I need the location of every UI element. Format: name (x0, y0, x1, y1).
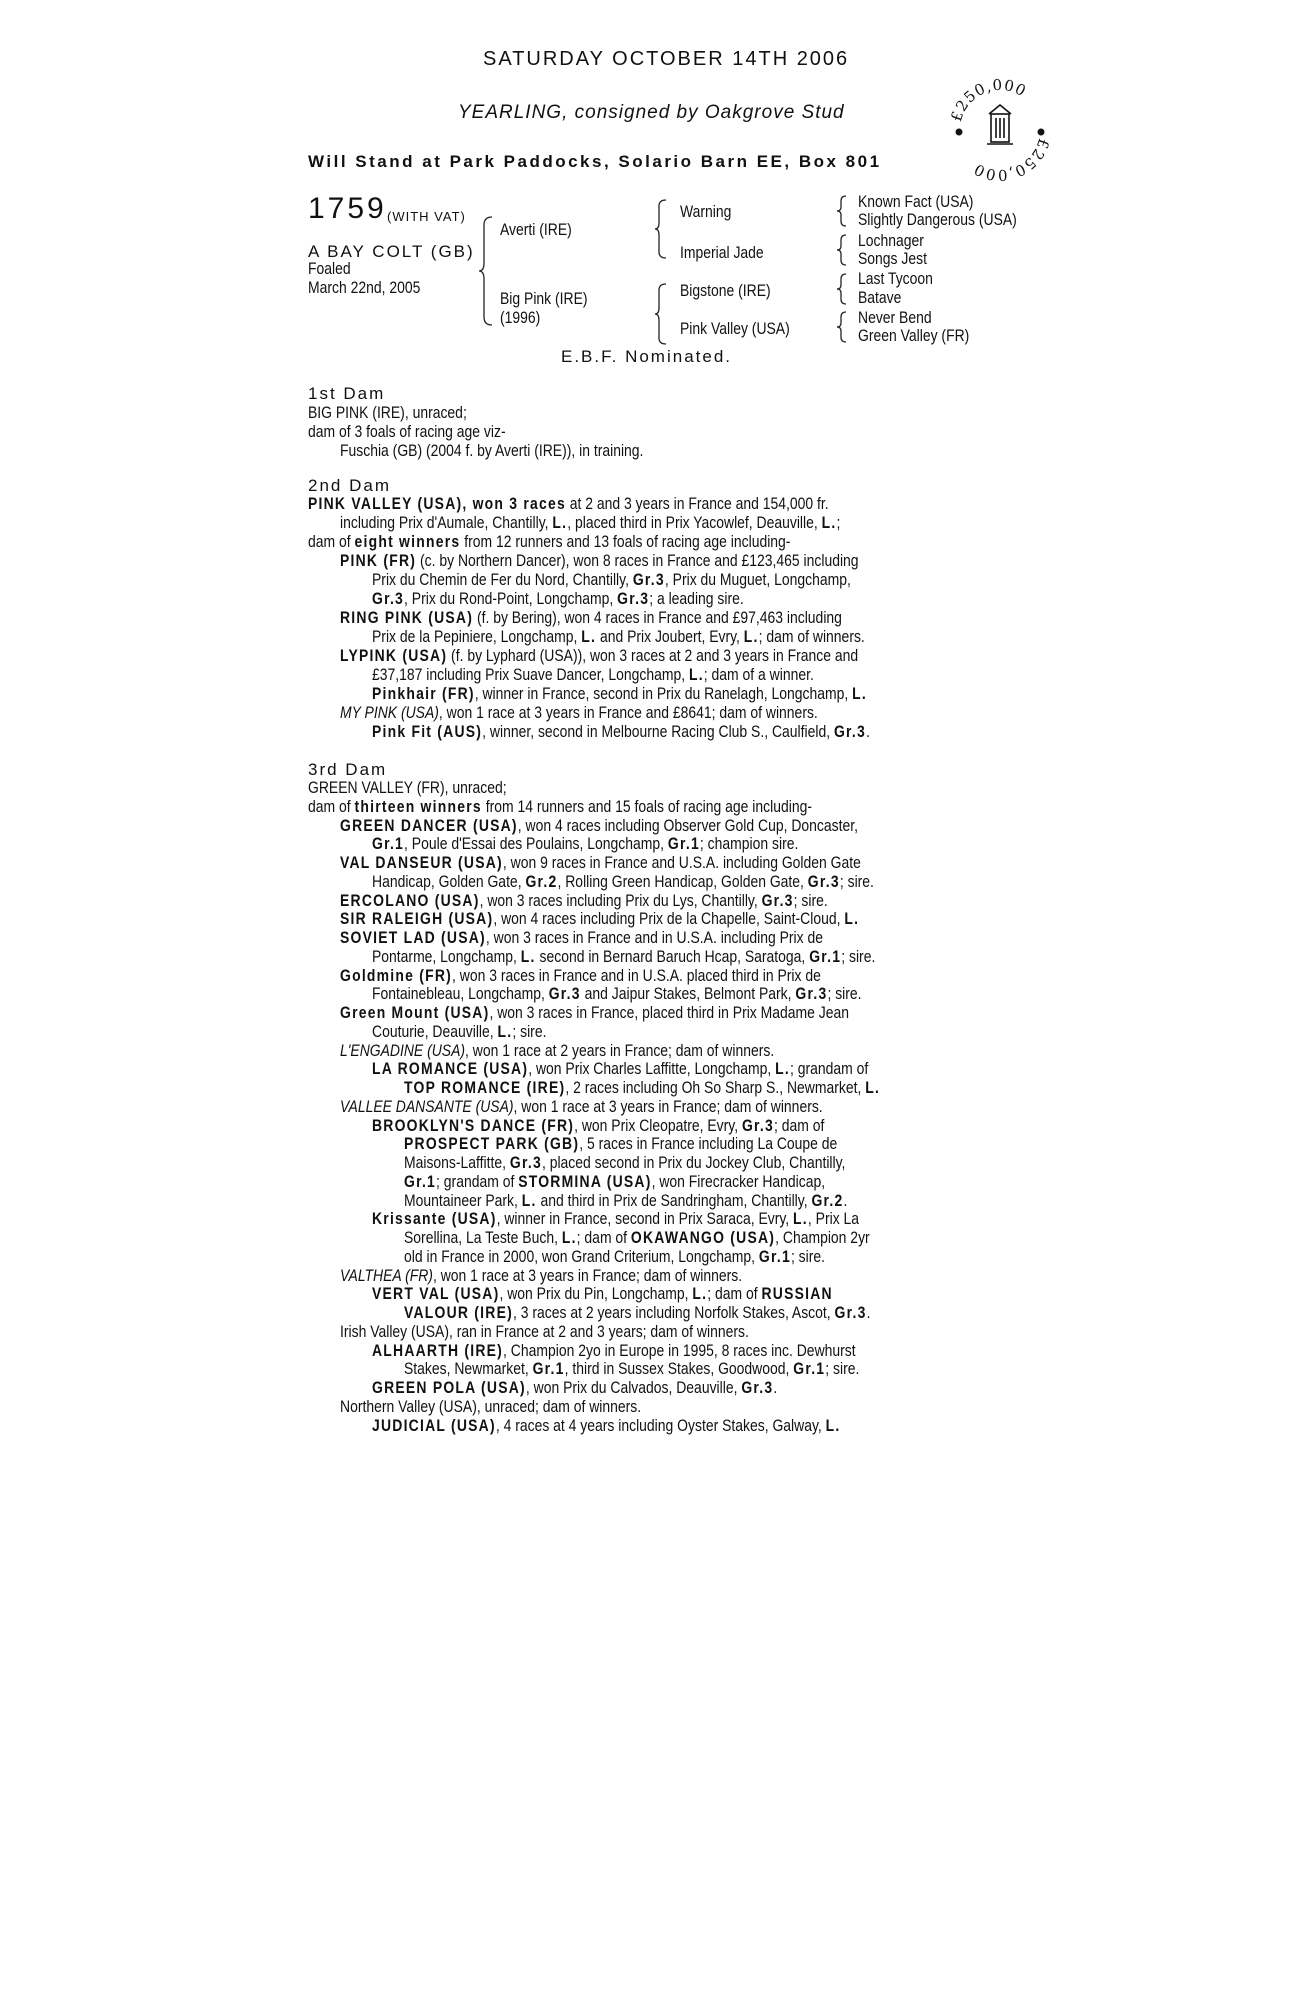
family-line (372, 1378, 777, 1397)
second-dam-heading: 2nd Dam (308, 476, 391, 495)
svg-text:£250,000 (947, 76, 1029, 124)
text-run: . (843, 1190, 848, 1210)
bold-text: Gr.3 (741, 1115, 775, 1135)
family-line (372, 570, 851, 589)
dam-year: (1996) (500, 308, 541, 327)
family-line (404, 1303, 870, 1322)
family-line (372, 665, 814, 684)
family-line (340, 1397, 641, 1416)
text-run: , Prix du Muguet, Longchamp, (664, 570, 851, 589)
bold-text: L. (793, 1209, 808, 1229)
family-line (308, 778, 507, 797)
text-run: , won Prix du Pin, Longchamp, (499, 1284, 693, 1304)
bold-text: OKAWANGO (USA) (630, 1228, 776, 1247)
text-run: , 5 races in France including La Coupe de (579, 1134, 838, 1154)
family-line (340, 1322, 749, 1341)
italic-text: L'ENGADINE (USA) (340, 1040, 466, 1060)
text-run: ; dam of (576, 1228, 631, 1247)
great-grandparent: Slightly Dangerous (USA) (858, 210, 1017, 229)
bold-text: Gr.1 (667, 834, 700, 854)
bold-text: ERCOLANO (USA) (340, 890, 480, 910)
family-line (404, 1247, 825, 1266)
italic-text: VALTHEA (FR) (340, 1265, 433, 1285)
text-run: old in France in 2000, won Grand Criterium, Longchamp, (404, 1246, 759, 1266)
text-run: (c. by Northern Dancer), won 8 races in France and £123,465 including (416, 551, 859, 570)
text-run: and Prix Joubert, Evry, (596, 627, 744, 646)
text-run: , 4 races at 4 years including Oyster Stakes, Galway, (495, 1415, 826, 1435)
bold-text: Gr.3 (632, 570, 665, 589)
bold-text: GREEN POLA (USA) (372, 1378, 526, 1397)
family-line (372, 1209, 859, 1228)
text-run: , won Prix du Calvados, Deauville, (525, 1378, 742, 1397)
text-run: . (773, 1378, 778, 1397)
bold-text: PROSPECT PARK (GB) (404, 1134, 580, 1154)
text-run: £37,187 including Prix Suave Dancer, Longchamp, (372, 665, 689, 684)
text-run: from 14 runners and 15 foals of racing age including- (481, 796, 812, 816)
text-run: , won 1 race at 3 years in France; dam of winners. (513, 1096, 823, 1116)
bold-text: VAL DANSEUR (USA) (340, 853, 503, 872)
text-run: , won 3 races in France, placed third in Prix Madame Jean (489, 1003, 849, 1022)
bold-text: Pinkhair (FR) (372, 684, 475, 703)
family-line (340, 441, 643, 460)
text-run: ; dam of (774, 1115, 825, 1135)
text-run: Sorellina, La Teste Buch, (404, 1228, 562, 1247)
bold-text: L. (865, 1078, 881, 1097)
bold-text: Gr.3 (372, 589, 405, 608)
family-line (372, 1022, 546, 1041)
text-run: , placed second in Prix du Jockey Club, Chantilly, (541, 1153, 846, 1172)
seal-bottom-text: £250,000 (970, 136, 1053, 182)
bold-text: LA ROMANCE (USA) (372, 1059, 529, 1079)
bold-text: L. (825, 1415, 841, 1435)
family-line (404, 1134, 837, 1153)
family-line (308, 403, 467, 422)
pedigree-brace-5 (836, 233, 848, 267)
family-line (308, 797, 812, 816)
bold-text: Pink Fit (AUS) (372, 722, 483, 741)
text-run: ; a leading sire. (649, 589, 744, 608)
text-run: dam of (308, 796, 355, 816)
pedigree-brace-1 (478, 215, 494, 327)
foaled-label: Foaled (308, 259, 351, 278)
family-line (340, 1041, 774, 1060)
text-run: , won Prix Cleopatre, Evry, (574, 1115, 742, 1135)
text-run: ; sire. (793, 890, 828, 910)
family-line (340, 608, 842, 627)
bold-text: L. (743, 627, 759, 646)
family-line (404, 1172, 825, 1191)
family-line (404, 1153, 845, 1172)
family-line (340, 909, 859, 928)
text-run: , won 1 race at 3 years in France; dam of winners. (432, 1265, 743, 1285)
family-line (372, 984, 862, 1003)
text-run: BIG PINK (IRE), unraced; (308, 403, 467, 422)
great-grandparent: Last Tycoon (858, 269, 933, 288)
text-run: ; sire. (790, 1246, 826, 1266)
family-line (340, 1097, 823, 1116)
text-run: Pontarme, Longchamp, (372, 946, 521, 966)
family-line (308, 494, 829, 513)
text-run: , won Firecracker Handicap, (651, 1171, 826, 1191)
bold-text: Gr.3 (741, 1378, 774, 1397)
bold-text: Goldmine (FR) (340, 965, 453, 985)
text-run: second in Bernard Baruch Hcap, Saratoga, (535, 946, 810, 966)
family-line (340, 816, 858, 835)
text-run: ; sire. (839, 871, 874, 891)
bold-text: JUDICIAL (USA) (372, 1415, 496, 1435)
italic-text: VALLEE DANSANTE (USA) (340, 1096, 514, 1116)
family-line (340, 513, 840, 532)
bold-text: L. (552, 513, 568, 532)
text-run: ; sire. (827, 984, 862, 1004)
stand-location: Will Stand at Park Paddocks, Solario Barn EE, Box 801 (308, 152, 882, 171)
bold-text: Gr.1 (758, 1246, 791, 1266)
text-run: Maisons-Laffitte, (404, 1153, 510, 1172)
pedigree-brace-6 (836, 272, 848, 306)
bold-text: PINK VALLEY (USA), won 3 races (308, 494, 566, 513)
bold-text: L. (688, 665, 704, 684)
text-run: and third in Prix de Sandringham, Chantilly, (536, 1190, 812, 1210)
first-dam-heading: 1st Dam (308, 384, 386, 403)
family-line (372, 1284, 833, 1303)
text-run: , won Prix Charles Laffitte, Longchamp, (528, 1059, 776, 1079)
bold-text: L. (844, 909, 860, 929)
family-line (372, 947, 875, 966)
text-run: , Prix du Rond-Point, Longchamp, (404, 589, 618, 608)
bold-text: L. (581, 627, 597, 646)
text-run: , won 3 races in France and in U.S.A. including Prix de (485, 928, 823, 947)
bold-text: L. (521, 1190, 537, 1210)
text-run: , won 1 race at 3 years in France and £8641; dam of winners. (438, 703, 818, 722)
text-run: Fontainebleau, Longchamp, (372, 984, 549, 1004)
family-line (404, 1191, 847, 1210)
text-run: , Champion 2yo in Europe in 1995, 8 races inc. Dewhurst (503, 1340, 856, 1360)
text-run: dam of (308, 532, 355, 551)
nomination-note: E.B.F. Nominated. (561, 347, 733, 366)
family-line (340, 703, 818, 722)
bold-text: thirteen winners (354, 796, 482, 816)
family-line (372, 684, 867, 703)
granddam-paternal: Imperial Jade (680, 243, 764, 262)
great-grandparent: Green Valley (FR) (858, 326, 970, 345)
bold-text: Krissante (USA) (372, 1209, 497, 1229)
text-run: ; sire. (841, 946, 876, 966)
text-run: GREEN VALLEY (FR), unraced; (308, 778, 507, 797)
text-run: , won 3 races in France and in U.S.A. placed third in Prix de (452, 965, 821, 985)
foaled-date: March 22nd, 2005 (308, 278, 421, 297)
consignor-line: YEARLING, consigned by Oakgrove Stud (458, 102, 845, 123)
text-run: at 2 and 3 years in France and 154,000 fr. (565, 494, 829, 513)
text-run: , won 4 races including Observer Gold Cup, Doncaster, (517, 815, 858, 835)
text-run: . (866, 722, 870, 741)
text-run: and Jaipur Stakes, Belmont Park, (580, 984, 796, 1004)
bold-text: SIR RALEIGH (USA) (340, 909, 494, 929)
text-run: , Poule d'Essai des Poulains, Longchamp, (404, 834, 668, 854)
pedigree-brace-7 (836, 310, 848, 344)
text-run: ; (836, 513, 841, 532)
text-run: , third in Sussex Stakes, Goodwood, (564, 1359, 794, 1379)
bold-text: VALOUR (IRE) (404, 1303, 513, 1322)
family-line (372, 589, 744, 608)
text-run: Prix du Chemin de Fer du Nord, Chantilly, (372, 570, 633, 589)
text-run: , winner in France, second in Prix du Ranelagh, Longchamp, (474, 684, 853, 703)
pedigree-brace-4 (836, 194, 848, 228)
great-grandparent: Never Bend (858, 308, 932, 327)
text-run: Fuschia (GB) (2004 f. by Averti (IRE)), in training. (340, 441, 644, 460)
bold-text: Gr.2 (525, 871, 558, 891)
text-run: Prix de la Pepiniere, Longchamp, (372, 627, 582, 646)
bold-text: L. (497, 1021, 513, 1041)
text-run: , 2 races including Oh So Sharp S., Newmarket, (565, 1078, 866, 1097)
bold-text: Gr.3 (833, 722, 867, 741)
text-run: ; grandam of (436, 1171, 519, 1191)
bold-text: LYPINK (USA) (340, 646, 448, 665)
text-run: ; dam of winners. (758, 627, 865, 646)
sire-name: Averti (IRE) (500, 220, 572, 239)
text-run: (f. by Bering), won 4 races in France and £97,463 including (473, 608, 842, 627)
text-run: , won 1 race at 2 years in France; dam of winners. (465, 1040, 775, 1060)
bold-text: BROOKLYN'S DANCE (FR) (372, 1115, 575, 1135)
text-run: , won 9 races in France and U.S.A. including Golden Gate (502, 853, 861, 872)
bold-text: Gr.3 (761, 890, 794, 910)
bold-text: Gr.1 (793, 1359, 826, 1379)
text-run: (f. by Lyphard (USA)), won 3 races at 2 and 3 years in France and (447, 646, 859, 665)
price-seal-icon (945, 72, 1055, 182)
text-run: Handicap, Golden Gate, (372, 871, 526, 891)
bold-text: SOVIET LAD (USA) (340, 928, 486, 947)
text-run: ; dam of (707, 1284, 762, 1304)
text-run: from 12 runners and 13 foals of racing age including- (460, 532, 791, 551)
family-line (340, 551, 859, 570)
bold-text: PINK (FR) (340, 551, 417, 570)
pedigree-brace-2 (654, 198, 668, 260)
bold-text: Gr.1 (532, 1359, 565, 1379)
bold-text: Gr.2 (811, 1190, 844, 1210)
text-run: , winner, second in Melbourne Racing Club S., Caulfield, (482, 722, 834, 741)
text-run: Irish Valley (USA), ran in France at 2 and 3 years; dam of winners. (340, 1321, 749, 1341)
family-line (372, 872, 874, 891)
text-run: . (866, 1303, 871, 1322)
lot-description: A BAY COLT (GB) (308, 242, 475, 261)
family-line (372, 722, 870, 741)
text-run: , Rolling Green Handicap, Golden Gate, (557, 871, 808, 891)
bold-text: L. (852, 684, 867, 703)
bold-text: RUSSIAN (761, 1284, 833, 1304)
grandsire-paternal: Warning (680, 202, 732, 221)
bold-text: Gr.1 (372, 834, 405, 854)
family-line (372, 1416, 841, 1435)
text-run: , 3 races at 2 years including Norfolk Stakes, Ascot, (512, 1303, 835, 1322)
text-run: dam of 3 foals of racing age viz- (308, 422, 506, 441)
bold-text: VERT VAL (USA) (372, 1284, 500, 1304)
family-line (340, 1003, 849, 1022)
bold-text: Gr.3 (548, 984, 581, 1004)
family-line (372, 627, 865, 646)
text-run: ; sire. (825, 1359, 860, 1379)
bold-text: GREEN DANCER (USA) (340, 815, 518, 835)
text-run: including Prix d'Aumale, Chantilly, (340, 513, 553, 532)
dam-name: Big Pink (IRE) (500, 289, 588, 308)
text-run: ; champion sire. (699, 834, 799, 854)
family-line (340, 853, 861, 872)
seal-top-text: £250,000 (947, 75, 1030, 124)
third-dam-heading: 3rd Dam (308, 760, 388, 779)
text-run: , Prix La (807, 1209, 860, 1229)
family-line (372, 1341, 856, 1360)
text-run: ; dam of a winner. (703, 665, 814, 684)
bold-text: TOP ROMANCE (IRE) (404, 1078, 566, 1097)
grandsire-maternal: Bigstone (IRE) (680, 281, 771, 300)
family-line (372, 1059, 868, 1078)
text-run: Mountaineer Park, (404, 1190, 522, 1210)
bold-text: Gr.1 (404, 1171, 437, 1191)
family-line (404, 1228, 870, 1247)
family-line (372, 834, 798, 853)
family-line (308, 422, 506, 441)
bold-text: eight winners (354, 532, 461, 551)
svg-text:£250,000 (970, 136, 1052, 182)
granddam-maternal: Pink Valley (USA) (680, 319, 790, 338)
bold-text: RING PINK (USA) (340, 608, 474, 627)
bold-text: Gr.3 (834, 1303, 867, 1322)
text-run: , won 3 races including Prix du Lys, Chantilly, (479, 890, 762, 910)
bold-text: Green Mount (USA) (340, 1003, 490, 1022)
family-line (340, 966, 821, 985)
family-line (308, 532, 790, 551)
vat-note: (WITH VAT) (387, 209, 466, 224)
bold-text: STORMINA (USA) (518, 1171, 652, 1191)
pedigree-brace-3 (654, 282, 668, 346)
text-run: , placed third in Prix Yacowlef, Deauville, (567, 513, 822, 532)
family-line (340, 1266, 742, 1285)
family-line (404, 1359, 859, 1378)
family-line (340, 928, 823, 947)
text-run: Stakes, Newmarket, (404, 1359, 533, 1379)
family-line (340, 891, 828, 910)
text-run: Northern Valley (USA), unraced; dam of winners. (340, 1396, 642, 1416)
bold-text: L. (821, 513, 837, 532)
great-grandparent: Songs Jest (858, 249, 927, 268)
bold-text: L. (692, 1284, 708, 1304)
bold-text: L. (775, 1059, 791, 1079)
bold-text: L. (520, 946, 536, 966)
family-line (340, 646, 858, 665)
bold-text: Gr.1 (809, 946, 842, 966)
lot-number: 1759 (308, 192, 387, 225)
text-run: Couturie, Deauville, (372, 1021, 498, 1041)
great-grandparent: Batave (858, 288, 902, 307)
bold-text: Gr.3 (509, 1153, 542, 1172)
great-grandparent: Known Fact (USA) (858, 192, 974, 211)
text-run: , Champion 2yr (775, 1228, 870, 1247)
great-grandparent: Lochnager (858, 231, 924, 250)
bold-text: Gr.3 (807, 871, 840, 891)
bold-text: Gr.3 (617, 589, 650, 608)
bold-text: Gr.3 (795, 984, 828, 1004)
text-run: ; sire. (512, 1021, 547, 1041)
family-line (404, 1078, 880, 1097)
text-run: , winner in France, second in Prix Saraca, Evry, (496, 1209, 794, 1229)
sale-date: SATURDAY OCTOBER 14TH 2006 (483, 48, 850, 70)
bold-text: L. (561, 1228, 577, 1247)
text-run: ; grandam of (790, 1059, 869, 1079)
italic-text: MY PINK (USA) (340, 703, 439, 722)
bold-text: ALHAARTH (IRE) (372, 1340, 504, 1360)
family-line (372, 1116, 824, 1135)
text-run: , won 4 races including Prix de la Chapelle, Saint-Cloud, (493, 909, 845, 929)
